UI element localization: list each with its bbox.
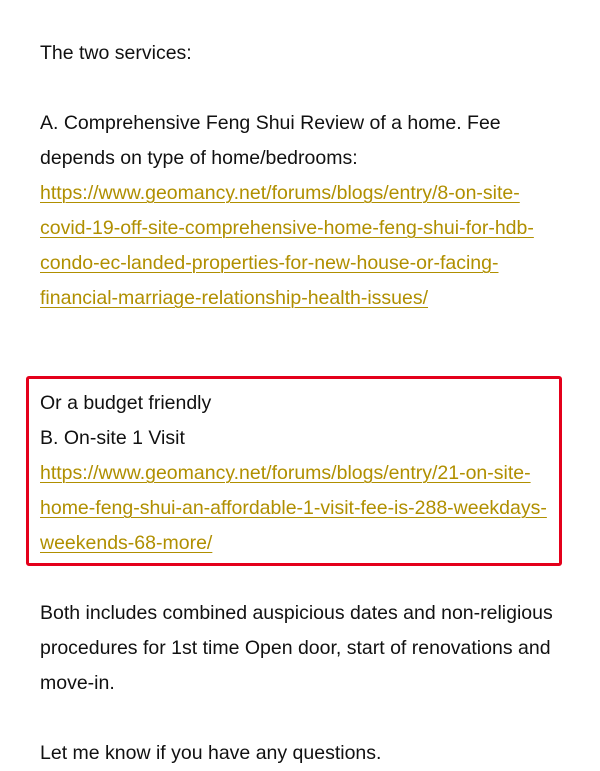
service-b-block [40, 386, 565, 561]
service-a-text: A. Comprehensive Feng Shui Review of a home. Fee depends on type of home/bedrooms: [40, 112, 501, 169]
service-b-paragraph [40, 421, 565, 561]
service-b-text: B. On-site 1 Visit [40, 427, 185, 449]
service-b-link[interactable]: https://www.geomancy.net/forums/blogs/entry/21-on-site-home-feng-shui-an-affordable-1-visit-fee-is-288-weekdays-weekends-68-more/ [40, 462, 547, 554]
service-b-intro: Or a budget friendly [40, 392, 212, 414]
message-body [40, 36, 570, 351]
cut-off-text: Let me know if you have any questions. [40, 742, 382, 764]
service-a-link[interactable]: https://www.geomancy.net/forums/blogs/entry/8-on-site-covid-19-off-site-comprehensive-home-feng-shui-for-hdb-condo-ec-landed-properties-for-new-house-or-facing-financial-marriage-relationship-health-issues/ [40, 182, 534, 309]
intro-text: The two services: [40, 42, 192, 64]
both-includes-text: Both includes combined auspicious dates and non-religious procedures for 1st time Open door, start of renovations and move-in. [40, 602, 553, 694]
service-a-paragraph [40, 106, 570, 316]
